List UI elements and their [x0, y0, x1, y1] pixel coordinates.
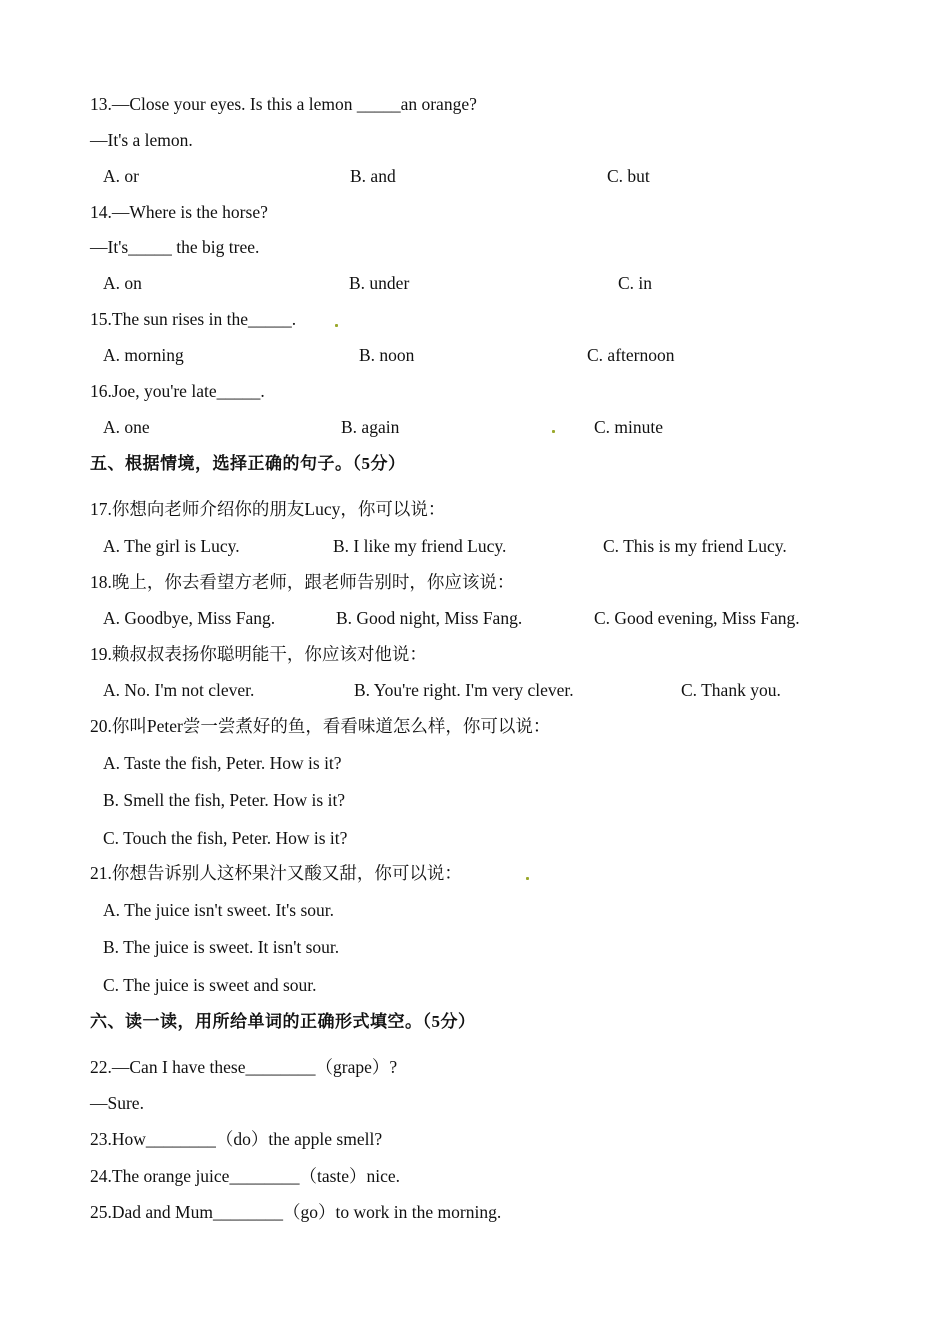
q16-option-c: C. minute — [594, 417, 664, 437]
q15-stem: 15.The sun rises in the_____. — [90, 309, 297, 329]
q13-option-c: C. but — [607, 166, 650, 186]
q22-stem: 22.—Can I have these________（grape）? — [90, 1057, 398, 1077]
decorative-dot — [335, 324, 338, 327]
q18-stem: 18.晚上，你去看望方老师，跟老师告别时，你应该说： — [90, 572, 515, 592]
q16-option-a: A. one — [103, 417, 150, 437]
q22-reply: —Sure. — [90, 1093, 144, 1113]
q21-option-b: B. The juice is sweet. It isn't sour. — [103, 937, 340, 957]
q14-option-a: A. on — [103, 273, 142, 293]
q13-stem: 13.—Close your eyes. Is this a lemon _____an orange? — [90, 94, 477, 114]
q19-stem: 19.赖叔叔表扬你聪明能干，你应该对他说： — [90, 644, 427, 664]
q21-option-c: C. The juice is sweet and sour. — [103, 975, 317, 995]
q14-option-b: B. under — [349, 273, 410, 293]
q15-option-b: B. noon — [359, 345, 415, 365]
q15-option-c: C. afternoon — [587, 345, 675, 365]
q14-stem: 14.—Where is the horse? — [90, 202, 268, 222]
q16-stem: 16.Joe, you're late_____. — [90, 381, 265, 401]
q16-option-b: B. again — [341, 417, 400, 437]
q14-option-c: C. in — [618, 273, 653, 293]
q18-option-b: B. Good night, Miss Fang. — [336, 608, 523, 628]
q17-option-c: C. This is my friend Lucy. — [603, 536, 787, 556]
q15-option-a: A. morning — [103, 345, 184, 365]
q25-stem: 25.Dad and Mum________（go）to work in the morning. — [90, 1202, 502, 1222]
q20-stem: 20.你叫Peter尝一尝煮好的鱼，看看味道怎么样，你可以说： — [90, 716, 551, 736]
q20-option-c: C. Touch the fish, Peter. How is it? — [103, 828, 348, 848]
q18-option-c: C. Good evening, Miss Fang. — [594, 608, 800, 628]
q21-stem: 21.你想告诉别人这杯果汁又酸又甜，你可以说： — [90, 863, 462, 883]
q13-option-b: B. and — [350, 166, 396, 186]
q20-option-a: A. Taste the fish, Peter. How is it? — [103, 753, 342, 773]
decorative-dot — [526, 877, 529, 880]
q13-option-a: A. or — [103, 166, 139, 186]
q14-reply: —It's_____ the big tree. — [90, 237, 260, 257]
section-five-title: 五、根据情境，选择正确的句子。（5分） — [90, 454, 406, 473]
q17-option-a: A. The girl is Lucy. — [103, 536, 240, 556]
q23-stem: 23.How________（do）the apple smell? — [90, 1129, 383, 1149]
q19-option-b: B. You're right. I'm very clever. — [354, 680, 574, 700]
q24-stem: 24.The orange juice________（taste）nice. — [90, 1166, 401, 1186]
q19-option-a: A. No. I'm not clever. — [103, 680, 255, 700]
q17-stem: 17.你想向老师介绍你的朋友Lucy，你可以说： — [90, 499, 446, 519]
q19-option-c: C. Thank you. — [681, 680, 781, 700]
q21-option-a: A. The juice isn't sweet. It's sour. — [103, 900, 335, 920]
q18-option-a: A. Goodbye, Miss Fang. — [103, 608, 276, 628]
q20-option-b: B. Smell the fish, Peter. How is it? — [103, 790, 346, 810]
q13-reply: —It's a lemon. — [90, 130, 193, 150]
q17-option-b: B. I like my friend Lucy. — [333, 536, 507, 556]
decorative-dot — [552, 430, 555, 433]
section-six-title: 六、读一读，用所给单词的正确形式填空。（5分） — [90, 1012, 476, 1031]
